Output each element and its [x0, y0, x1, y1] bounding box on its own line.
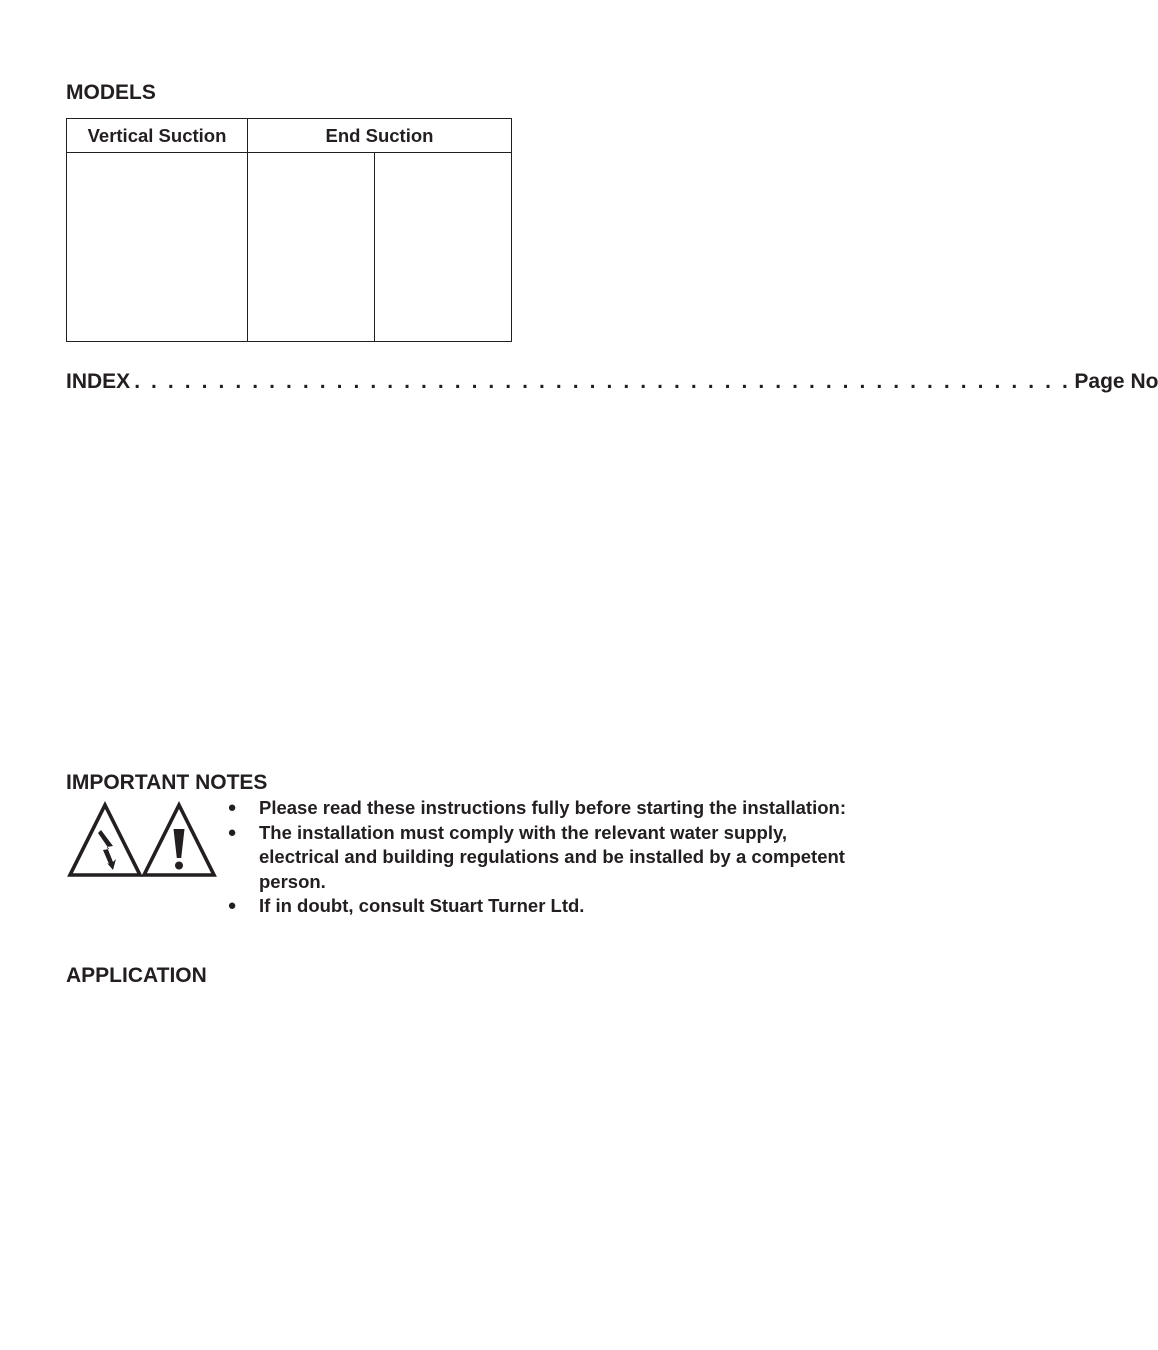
important-notes-heading: IMPORTANT NOTES [66, 771, 268, 794]
bullet-icon: ● [227, 799, 237, 816]
important-notes-list [226, 796, 866, 919]
index-leader-dots: . . . . . . . . . . . . . . . . . . . . . . . . . . . . . . . . . . . . . . . . . . . . . . . . . . . . . . . . [134, 370, 1071, 393]
warning-icons [69, 802, 215, 878]
warning-icons-graphic [69, 802, 215, 878]
index-line [66, 369, 1158, 395]
note-item-consult [226, 894, 866, 919]
note-text: The installation must comply with the relevant water supply, electrical and building regulations and be installed by a competent person. [259, 821, 845, 892]
models-table [66, 118, 512, 342]
index-label: INDEX [66, 370, 131, 393]
index-page-label: Page No [1074, 370, 1158, 393]
note-item-regulations [226, 821, 866, 895]
vertical-suction-header: Vertical Suction [67, 119, 248, 153]
general-warning-icon [144, 805, 214, 875]
note-item-read-instructions [226, 796, 866, 821]
note-text: Please read these instructions fully before starting the installation: [259, 797, 846, 818]
note-text: If in doubt, consult Stuart Turner Ltd. [259, 895, 585, 917]
end-suction-cell-2 [375, 153, 512, 342]
end-suction-cell-1 [248, 153, 375, 342]
vertical-suction-cell [67, 153, 248, 342]
bullet-icon: ● [227, 897, 237, 915]
application-heading: APPLICATION [66, 964, 207, 987]
models-heading: MODELS [66, 81, 156, 104]
end-suction-header: End Suction [248, 119, 512, 153]
models-table-body-row [67, 153, 512, 342]
models-table-header-row [67, 119, 512, 153]
bullet-icon: ● [227, 823, 237, 841]
electrical-hazard-icon [70, 805, 140, 875]
